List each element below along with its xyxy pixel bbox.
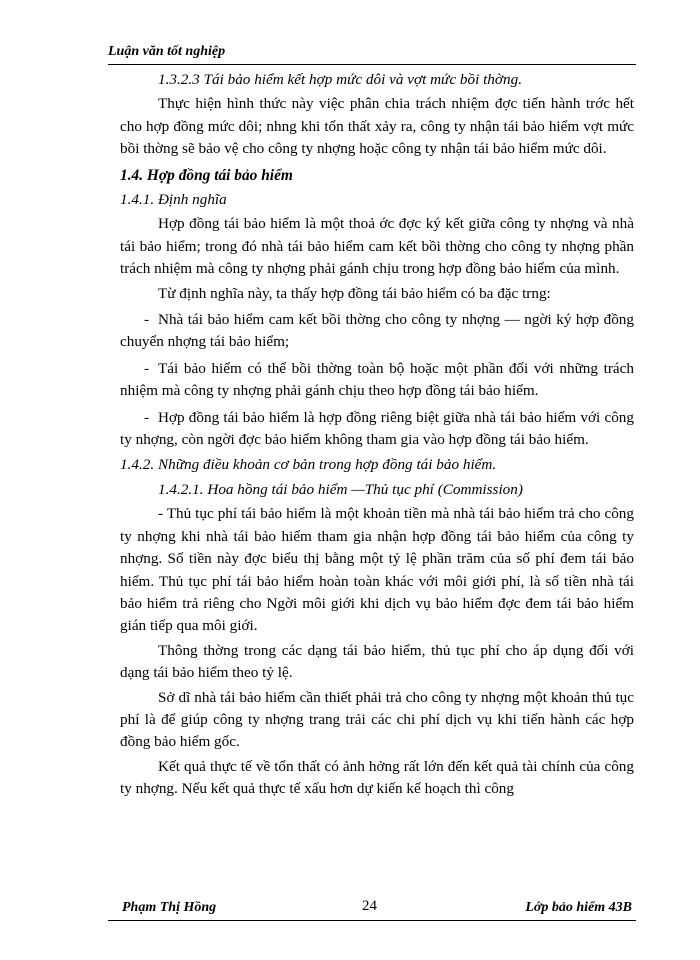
section-1-3-2-3-paragraph: Thực hiện hình thức này việc phân chia trách nhiệm đợc tiến hành trớc hết cho hợp đồng mức dôi; nhng khi tổn thất xảy ra, công ty nhận tái bảo hiểm vợt mức bồi thờng sẽ bảo vệ cho công ty nhợng hoặc công ty nhận tái bảo hiểm mức dôi.	[120, 95, 634, 158]
section-1-4-2-1-paragraph-1: - Thủ tục phí tái bảo hiểm là một khoản tiền mà nhà tái bảo hiểm trả cho công ty nhợng khi nhà tái bảo hiểm tham gia nhận hợp đồng tái bảo hiểm của công ty nhợng. Số tiền này đợc biểu thị bằng một tỷ lệ phần trăm của số phí đem tái bảo hiểm. Thủ tục phí tái bảo hiểm hoàn toàn khác với môi giới phí, là số tiền nhà tái bảo hiểm trả riêng cho Ngời môi giới khi dịch vụ bảo hiểm đợc đem tái bảo hiểm gián tiếp qua môi giới.	[120, 505, 634, 635]
bullet-dash: -	[144, 311, 150, 329]
bullet-item	[120, 358, 634, 403]
page-number: 24	[362, 898, 377, 914]
page-header	[108, 42, 636, 65]
section-1-4-2-1-paragraph-3: Sở dĩ nhà tái bảo hiểm cần thiết phải trả cho công ty nhợng một khoản thủ tục phí là để giúp công ty nhợng trang trải các chi phí dịch vụ khi tiến hành các hợp đồng bảo hiểm gốc.	[120, 688, 634, 751]
section-1-4-title: 1.4. Hợp đồng tái bảo hiểm	[120, 166, 293, 184]
header-title: Luận văn tốt nghiệp	[108, 44, 226, 59]
bullet-item	[120, 407, 634, 452]
footer-author: Phạm Thị Hồng	[122, 900, 217, 915]
bullet-dash: -	[144, 408, 150, 426]
bullet-text: Nhà tái bảo hiểm cam kết bồi thờng cho công ty nhợng — ngời ký hợp đồng chuyển nhợng tái bảo hiểm;	[120, 311, 634, 351]
bullet-item	[120, 309, 634, 354]
footer-class: Lớp bảo hiểm 43B	[525, 900, 632, 915]
section-1-3-2-3-title: 1.3.2.3 Tái bảo hiểm kết hợp mức dôi và vợt mức bồi thờng.	[158, 71, 522, 88]
bullet-dash: -	[144, 359, 150, 377]
page-content	[120, 66, 634, 801]
section-1-4-1-lead: Từ định nghĩa này, ta thấy hợp đồng tái bảo hiểm có ba đặc trng:	[158, 284, 551, 302]
section-1-4-1-title: 1.4.1. Định nghĩa	[120, 191, 227, 209]
section-1-4-2-title: 1.4.2. Những điều khoản cơ bản trong hợp đồng tái bảo hiểm.	[120, 455, 497, 473]
section-1-4-1-paragraph: Hợp đồng tái bảo hiểm là một thoả ớc đợc ký kết giữa công ty nhợng và nhà tái bảo hiểm; trong đó nhà tái bảo hiểm cam kết bồi thờng cho công ty nhợng phần trách nhiệm mà công ty nhợng phải gánh chịu trong hợp đồng bảo hiểm của mình.	[120, 215, 634, 278]
section-1-4-2-1-paragraph-4: Kết quả thực tế về tổn thất có ảnh hởng rất lớn đến kết quả tài chính của công ty nhợng. Nếu kết quả thực tế xấu hơn dự kiến kế hoạch thì công	[120, 757, 634, 798]
page-footer	[108, 898, 636, 921]
section-1-4-2-1-title: 1.4.2.1. Hoa hồng tái bảo hiểm —Thủ tục phí (Commission)	[158, 480, 523, 498]
section-1-4-2-1-paragraph-2: Thông thờng trong các dạng tái bảo hiểm, thủ tục phí cho áp dụng đối với dạng tái bảo hiểm theo tỷ lệ.	[120, 641, 634, 682]
bullet-text: Hợp đồng tái bảo hiểm là hợp đồng riêng biệt giữa nhà tái bảo hiểm với công ty nhợng, còn ngời đợc bảo hiểm không tham gia vào hợp đồng tái bảo hiểm.	[120, 408, 634, 449]
bullet-text: Tái bảo hiểm có thể bồi thờng toàn bộ hoặc một phần đối với những trách nhiệm mà công ty nhợng phải gánh chịu theo hợp đồng tái bảo hiểm.	[120, 359, 634, 400]
